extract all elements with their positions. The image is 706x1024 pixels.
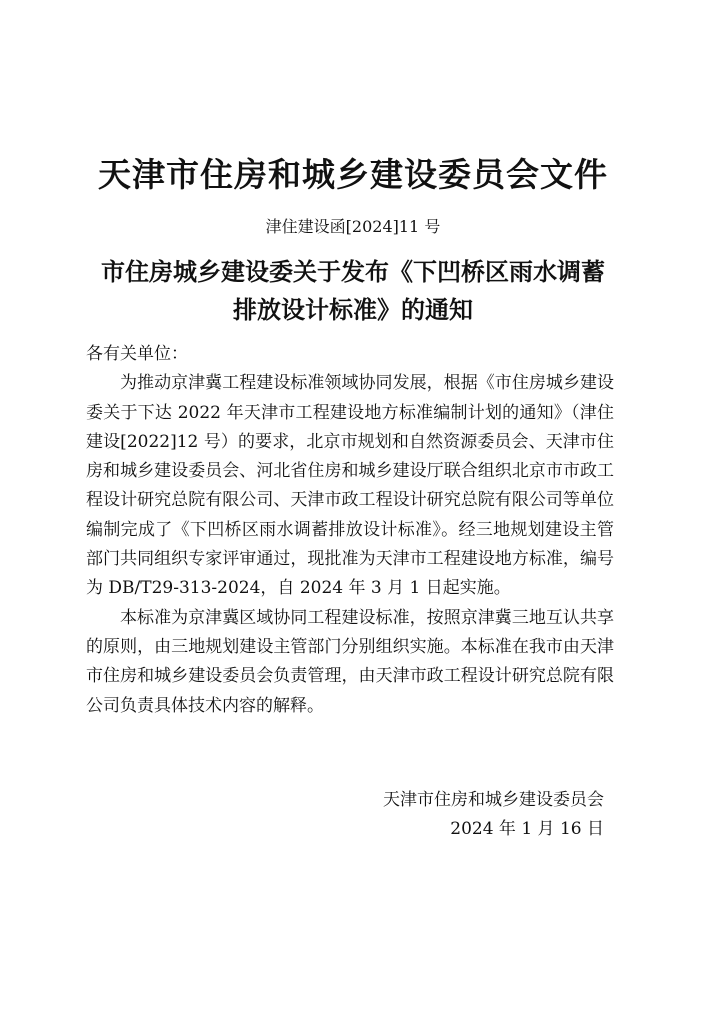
document-header-title: 天津市住房和城乡建设委员会文件	[98, 155, 608, 194]
issuer-name: 天津市住房和城乡建设委员会	[383, 790, 604, 810]
notice-title-line-1: 市住房城乡建设委关于发布《下凹桥区雨水调蓄	[101, 257, 605, 286]
body-paragraph-2: 本标准为京津冀区域协同工程建设标准，按照京津冀三地互认共享的原则，由三地规划建设主管部门分别组织实施。本标准在我市由天津市住房和城乡建设委员会负责管理，由天津市政工程设计研究总院有限公司负责具体技术内容的解释。	[86, 607, 614, 716]
signature-block	[383, 786, 604, 844]
notice-title-line-2: 排放设计标准》的通知	[233, 295, 473, 324]
notice-title	[60, 253, 646, 329]
issue-date: 2024 年 1 月 16 日	[450, 819, 604, 839]
salutation: 各有关单位：	[86, 344, 188, 364]
notice-body	[86, 340, 614, 721]
body-paragraph-1: 为推动京津冀工程建设标准领域协同发展，根据《市住房城乡建设委关于下达 2022 年天津市工程建设地方标准编制计划的通知》（津住建设[2022]12 号）的要求，北京市规划和自然资源委员会、天津市住房和城乡建设委员会、河北省住房和城乡建设厅联合组织北京市市政工程设计研究总院有限公司、天津市政工程设计研究总院有限公司等单位编制完成了《下凹桥区雨水调蓄排放设计标准》。经三地规划建设主管部门共同组织专家评审通过，现批准为天津市工程建设地方标准，编号为 DB/T29-313-2024，自 2024 年 3 月 1 日起实施。	[86, 373, 614, 599]
document-number: 津住建设函[2024]11 号	[265, 217, 441, 236]
